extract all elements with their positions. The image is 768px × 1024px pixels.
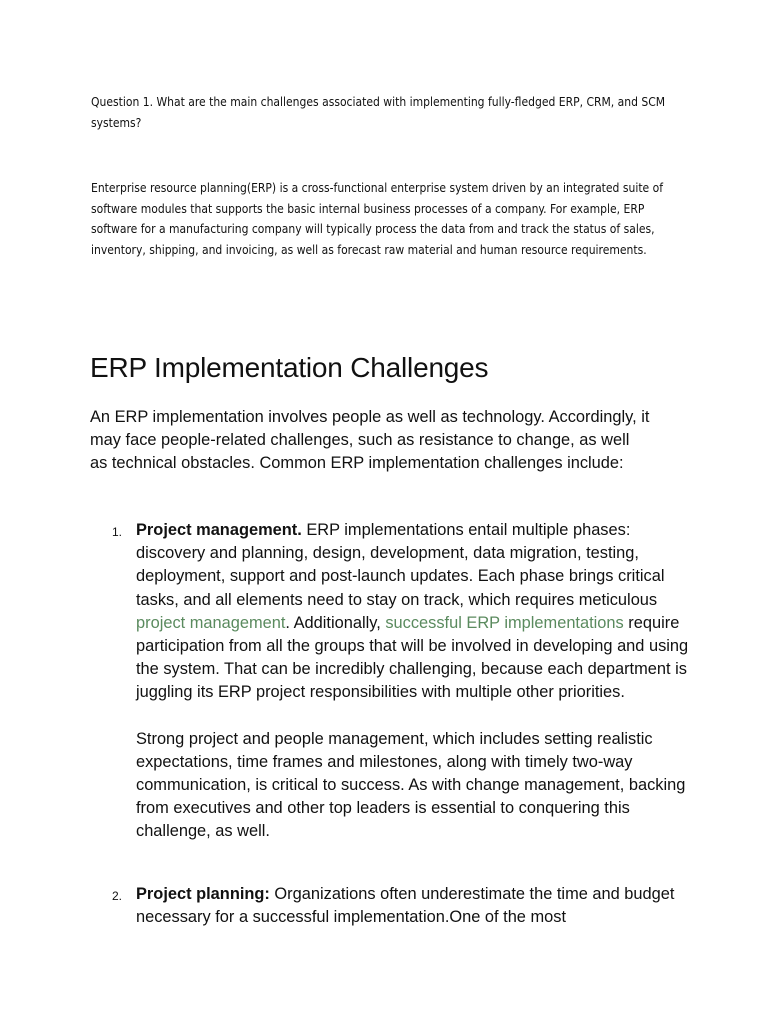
list-item-title: Project planning: [136,885,270,903]
list-item-project-planning [90,883,690,929]
list-item-text: ERP implementations entail multiple phases: discovery and planning, design, development, data migration, testing, deployment, support and post-launch updates. Each phase brings critical tasks, and all elements need to stay on track, which requires meticulous [136,521,665,609]
page-heading: ERP Implementation Challenges [90,352,489,383]
intro-paragraph: Enterprise resource planning(ERP) is a cross-functional enterprise system driven by an integrated suite of software modules that supports the basic internal business processes of a company. For example, ERP software for a manufacturing company will typically process the data from and track the status of sales, inventory, shipping, and invoicing, as well as forecast raw material and human resource requirements. [91,181,664,257]
successful-erp-implementations-link[interactable]: successful ERP implementations [385,613,624,632]
list-item-text: . Additionally, [285,613,386,632]
question-text: Question 1. What are the main challenges associated with implementing fully-fledged ERP, CRM, and SCM systems? [91,95,666,130]
list-item-text: require participation from all the groups that will be involved in developing and using the system. That can be incredibly challenging, because each department is juggling its ERP project responsibilities with multiple other priorities. [136,613,689,702]
lead-paragraph: An ERP implementation involves people as well as technology. Accordingly, it may face people-related challenges, such as resistance to change, as well as technical obstacles. Common ERP implementation challenges include: [90,408,650,473]
list-item-project-management [90,519,690,844]
list-item-paragraph [136,883,690,929]
list-item-paragraph [136,519,690,705]
list-item-paragraph-2: Strong project and people management, which includes setting realistic expectations, time frames and milestones, along with timely two-way communication, is critical to success. As with change management, backing from executives and other top leaders is essential to conquering this challenge, as well. [136,729,686,841]
list-item-text: Organizations often underestimate the time and budget necessary for a successful implementation.One of the most [136,885,675,927]
list-number: 1. [112,525,123,539]
project-management-link[interactable]: project management [136,613,286,632]
list-number: 2. [112,889,123,903]
list-item-title: Project management. [136,521,302,539]
